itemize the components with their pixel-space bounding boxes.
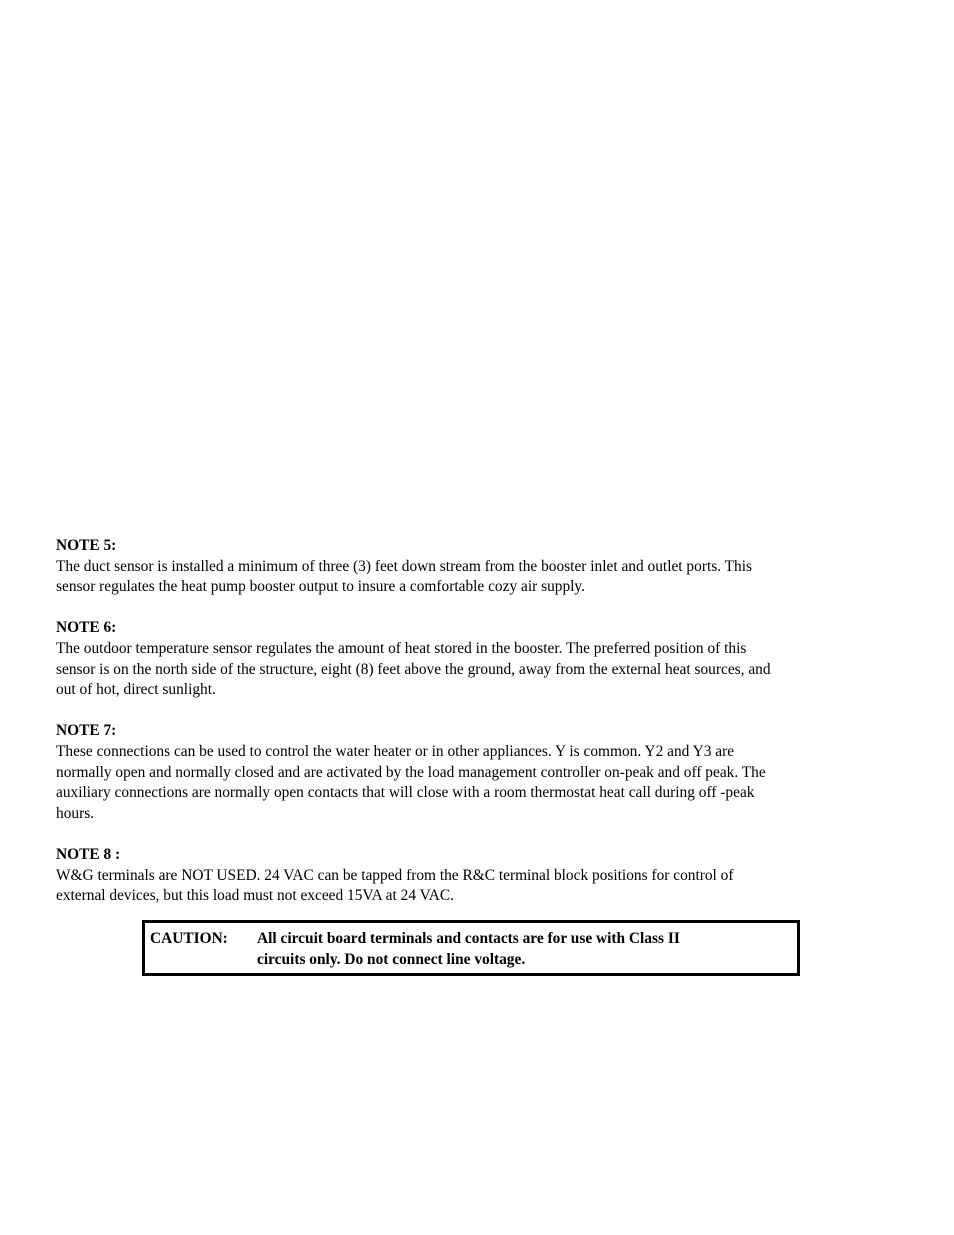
note-line: sensor is on the north side of the structure, eight (8) feet above the ground, away from the external heat sources, and [56,660,771,678]
note-line: out of hot, direct sunlight. [56,681,216,699]
note-heading: NOTE 6: [56,619,117,637]
note-line: auxiliary connections are normally open contacts that will close with a room thermostat heat call during off -peak [56,784,755,802]
note-body [56,866,886,907]
caution-label: CAUTION: [150,930,228,947]
note-line: The duct sensor is installed a minimum of three (3) feet down stream from the booster inlet and outlet ports. This [56,557,752,575]
caution-text [257,929,777,970]
caution-line: All circuit board terminals and contacts are for use with Class II [257,930,680,947]
note-line: normally open and normally closed and are activated by the load management controller on-peak and off peak. The [56,763,766,781]
notes-section [56,536,886,927]
note-line: external devices, but this load must not exceed 15VA at 24 VAC. [56,887,454,905]
note-body [56,557,886,598]
note-line: W&G terminals are NOT USED. 24 VAC can be tapped from the R&C terminal block positions for control of [56,866,734,884]
caution-box [142,920,800,976]
note-body [56,742,886,824]
note-line: sensor regulates the heat pump booster output to insure a comfortable cozy air supply. [56,578,585,596]
note-7 [56,721,886,824]
note-line: The outdoor temperature sensor regulates the amount of heat stored in the booster. The preferred position of this [56,639,747,657]
note-5 [56,536,886,598]
note-6 [56,618,886,700]
note-heading: NOTE 5: [56,537,117,554]
note-line: hours. [56,804,95,822]
note-body [56,639,886,701]
note-heading: NOTE 7: [56,722,117,740]
note-line: These connections can be used to control the water heater or in other appliances. Y is common. Y2 and Y3 are [56,742,735,760]
note-heading: NOTE 8 : [56,845,121,863]
caution-line: circuits only. Do not connect line voltage. [257,950,526,968]
note-8 [56,845,886,907]
